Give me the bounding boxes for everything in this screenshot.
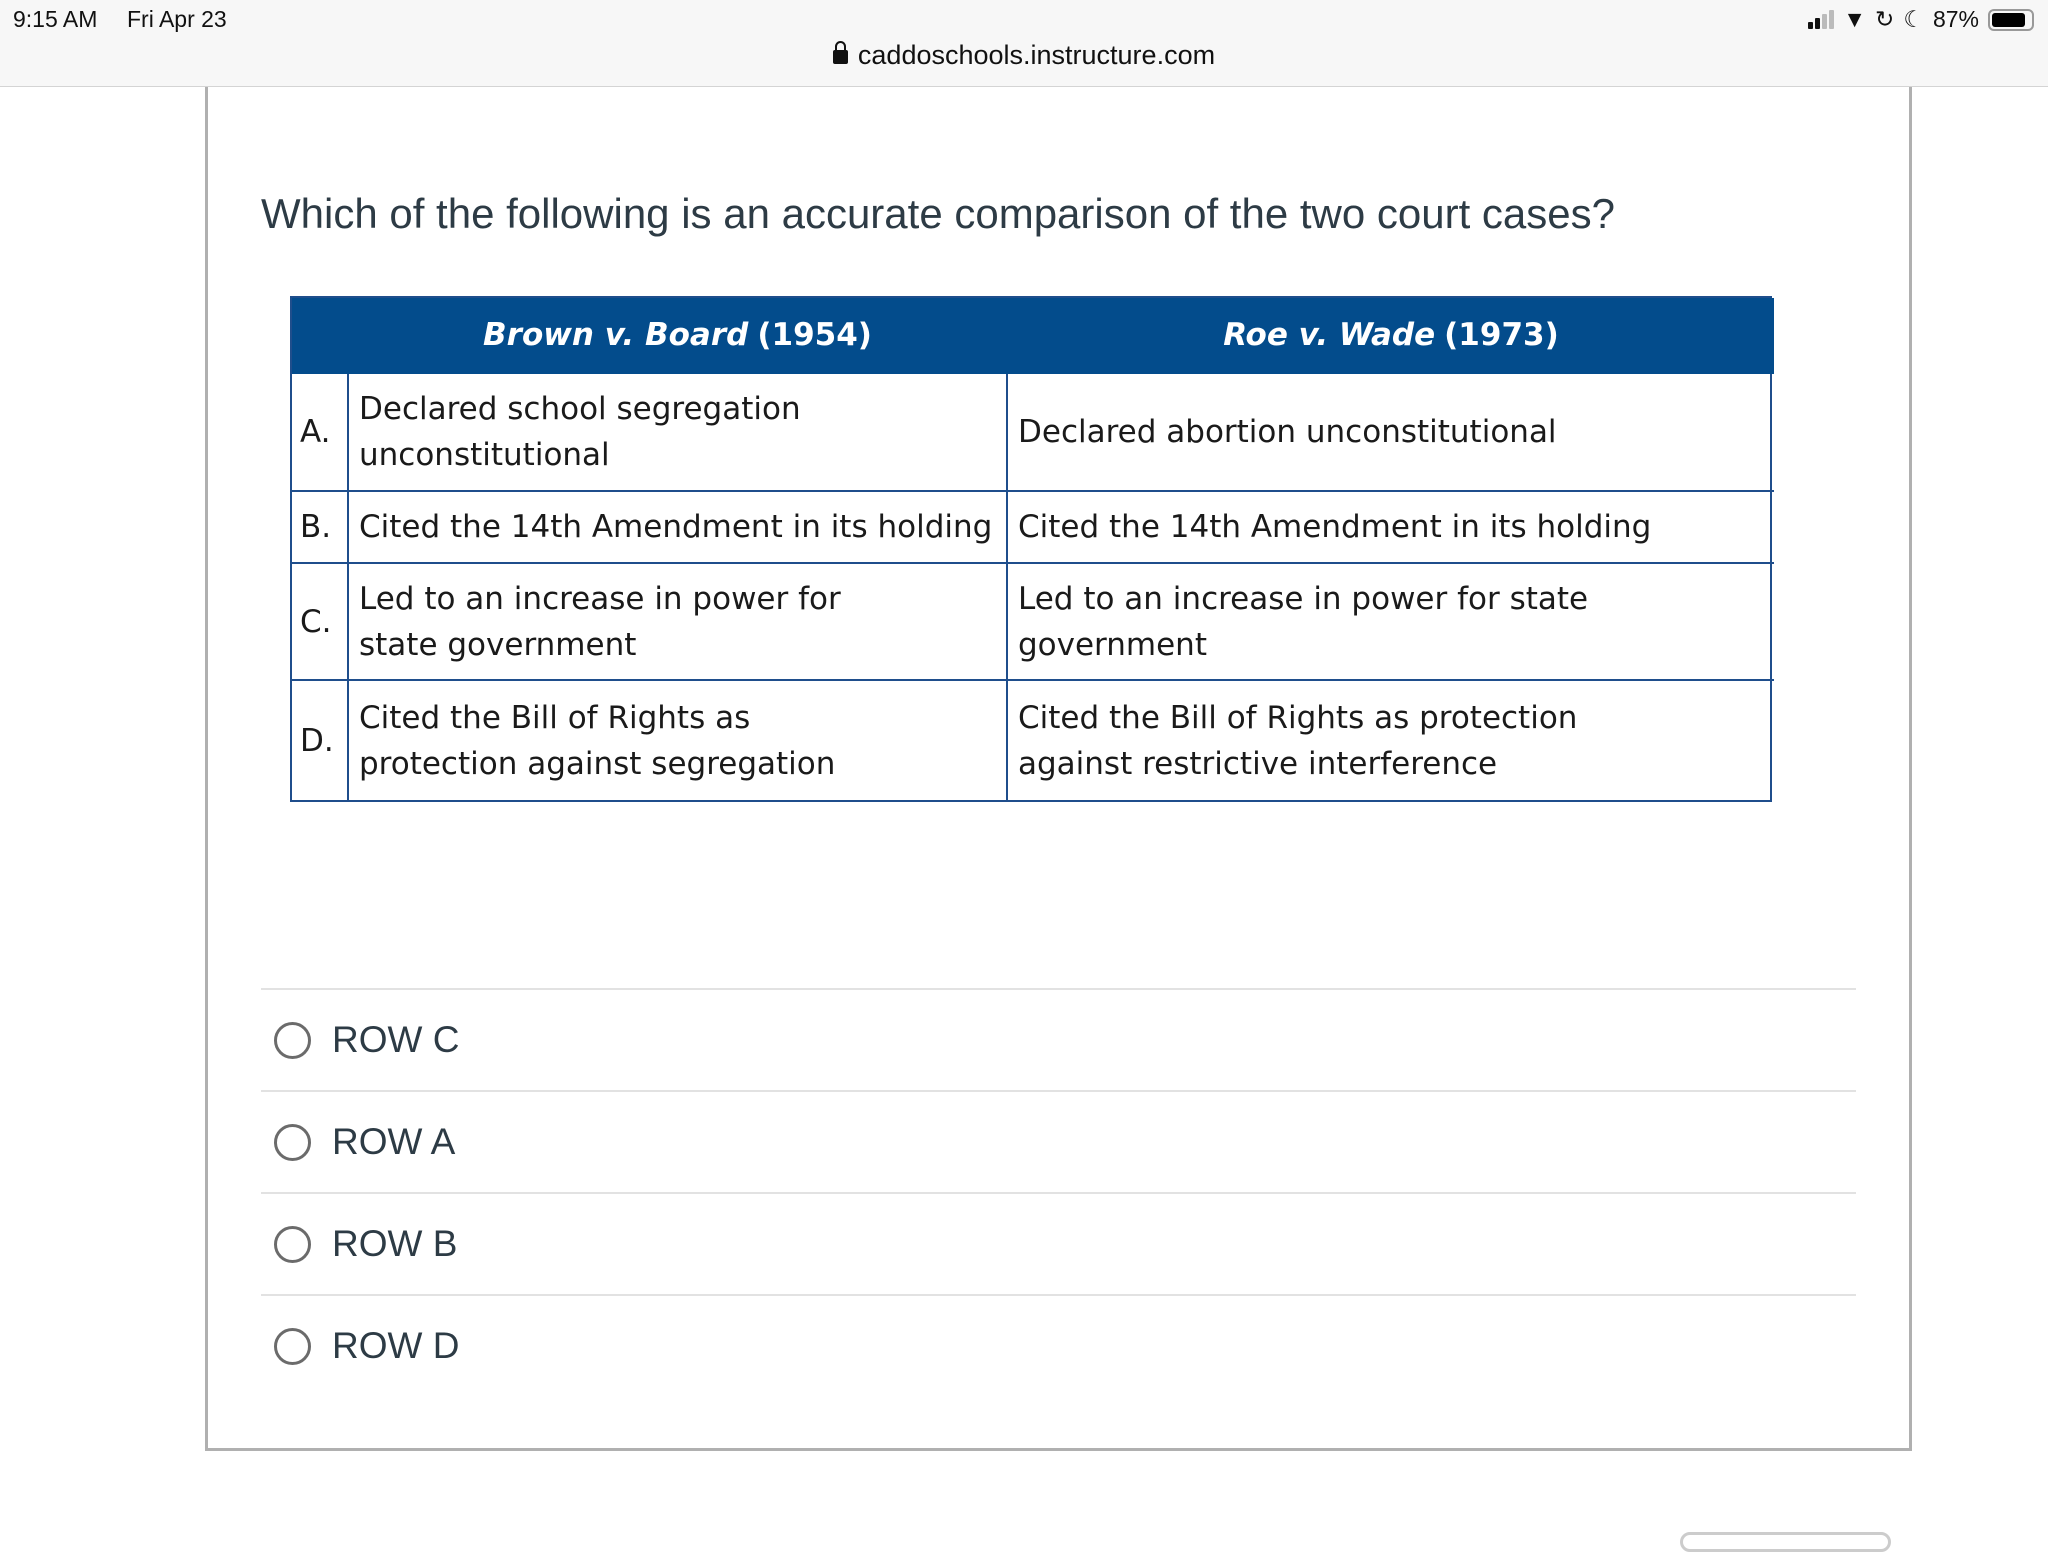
status-bar bbox=[0, 0, 2048, 87]
table-cell: Led to an increase in power for state government bbox=[1008, 564, 1774, 681]
option-label[interactable]: ROW B bbox=[332, 1223, 458, 1264]
row-label: C. bbox=[292, 564, 349, 681]
option-label[interactable]: ROW A bbox=[332, 1121, 456, 1162]
system-icons bbox=[1808, 6, 2034, 33]
radio-button[interactable] bbox=[274, 1022, 311, 1059]
header-roe bbox=[1008, 298, 1774, 374]
battery-percent: 87% bbox=[1932, 6, 1979, 32]
lock-icon bbox=[833, 50, 848, 64]
table-cell: Cited the Bill of Rights as protection against segregation bbox=[349, 681, 1008, 800]
clock: 9:15 AM bbox=[13, 6, 98, 32]
case-year: (1973) bbox=[1444, 317, 1559, 353]
answer-option[interactable] bbox=[261, 1294, 1856, 1396]
case-name: Roe v. Wade bbox=[1223, 317, 1436, 353]
option-label[interactable]: ROW C bbox=[332, 1019, 460, 1060]
battery-icon bbox=[1988, 9, 2034, 31]
answer-option[interactable] bbox=[261, 988, 1856, 1090]
date: Fri Apr 23 bbox=[127, 6, 227, 32]
row-label: B. bbox=[292, 492, 349, 564]
rotation-lock-icon: ↻ bbox=[1875, 6, 1895, 32]
address-bar[interactable] bbox=[0, 40, 2048, 71]
table-cell: Cited the 14th Amendment in its holding bbox=[349, 492, 1008, 564]
comparison-table bbox=[290, 296, 1772, 802]
url-text: caddoschools.instructure.com bbox=[857, 40, 1216, 70]
moon-icon: ☾ bbox=[1903, 6, 1924, 32]
radio-button[interactable] bbox=[274, 1124, 311, 1161]
case-year: (1954) bbox=[757, 317, 872, 353]
table-cell: Cited the 14th Amendment in its holding bbox=[1008, 492, 1774, 564]
next-button[interactable] bbox=[1680, 1532, 1891, 1552]
radio-button[interactable] bbox=[274, 1328, 311, 1365]
header-brown bbox=[349, 298, 1008, 374]
cellular-signal-icon bbox=[1808, 11, 1834, 29]
table-cell: Led to an increase in power for state government bbox=[349, 564, 1008, 681]
option-label[interactable]: ROW D bbox=[332, 1325, 460, 1366]
answer-option[interactable] bbox=[261, 1192, 1856, 1294]
answer-option[interactable] bbox=[261, 1090, 1856, 1192]
table-cell: Declared school segregation unconstitutional bbox=[349, 374, 1008, 492]
table-cell: Cited the Bill of Rights as protection against restrictive interference bbox=[1018, 699, 1578, 782]
question-text: Which of the following is an accurate comparison of the two court cases? bbox=[261, 190, 1616, 237]
row-label: A. bbox=[292, 374, 349, 492]
radio-button[interactable] bbox=[274, 1226, 311, 1263]
wifi-icon: ▼ bbox=[1843, 6, 1867, 32]
case-name: Brown v. Board bbox=[483, 317, 749, 353]
row-label: D. bbox=[292, 681, 349, 800]
table-cell: Declared abortion unconstitutional bbox=[1008, 374, 1774, 492]
header-blank bbox=[292, 298, 349, 374]
